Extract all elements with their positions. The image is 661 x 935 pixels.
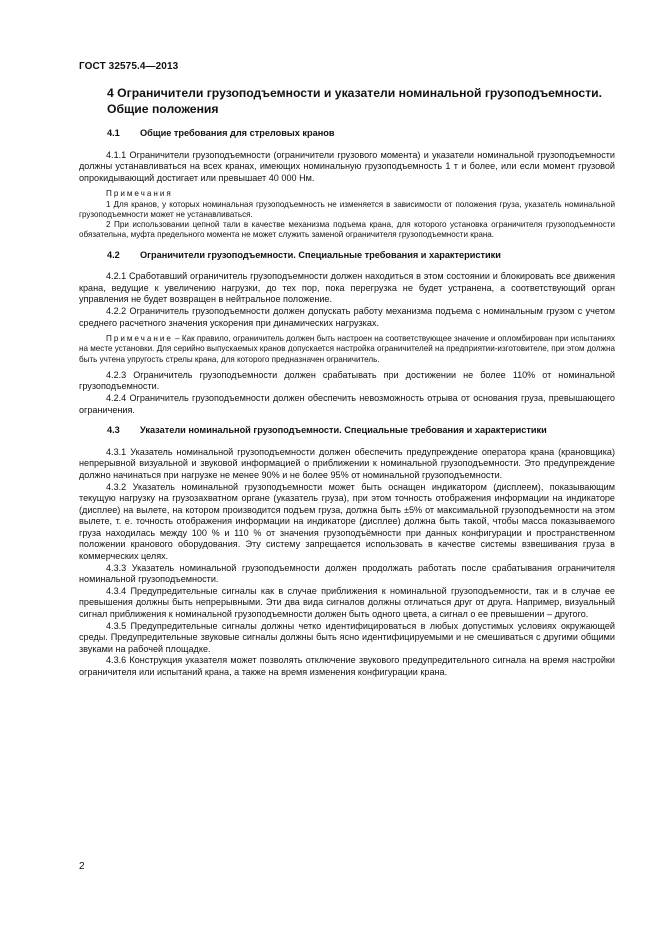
paragraph-4-2-3: 4.2.3 Ограничитель грузоподъемности должен срабатывать при достижении не более 110% от номинальной грузоподъемности.	[79, 369, 615, 392]
paragraph-4-1-1: 4.1.1 Ограничители грузоподъемности (ограничители грузового момента) и указатели номинальной грузоподъемности должны устанавливаться на всех кранах, имеющих номинальную грузоподъемность 1 т и более, или если момент грузовой опрокидывающий достигает или превышает 40 000 Нм.	[79, 149, 615, 183]
subsection-number: 4.2	[107, 249, 120, 260]
subsection-number: 4.1	[107, 128, 120, 138]
subsection-4-1-heading	[79, 128, 615, 140]
notes-label: Примечания	[106, 189, 173, 199]
paragraph-4-3-2: 4.3.2 Указатель номинальной грузоподъемности может быть оснащен индикатором (дисплеем), показывающим текущую нагрузку на грузозахватном органе (указатель груза), при этом точность отображения информации на индикаторе (дисплее) на вылете, на котором производится подъем груза, должна быть ±5% от максимальной грузоподъемности на этом вылете, т. е. точность отображения информации на индикаторе (дисплее) должна быть такой, чтобы масса показываемого груза находилась между 100 % и 110 % от значения грузоподъёмности при данных конфигурации и пространственном положении кранового оборудования. Эту систему запрещается использовать в качестве системы взвешивания груза в коммерческих целях.	[79, 481, 615, 562]
subsection-title: Общие требования для стреловых кранов	[140, 128, 335, 138]
paragraph-4-3-6: 4.3.6 Конструкция указателя может позволять отключение звукового предупредительного сигнала на время настройки ограничителя или испытаний крана, а также на время изменения конфигурации крана.	[79, 655, 615, 678]
paragraph-4-2-2: 4.2.2 Ограничитель грузоподъемности должен допускать работу механизма подъема с номинальным грузом с учетом среднего расчетного значения ускорения при динамических нагрузках.	[79, 305, 615, 328]
page-number: 2	[79, 861, 85, 872]
note-1: 1 Для кранов, у которых номинальная грузоподъемность не изменяется в зависимости от положения груза, указатель номинальной грузоподъемности может не устанавливаться.	[79, 199, 615, 219]
paragraph-4-3-5: 4.3.5 Предупредительные сигналы должны четко идентифицироваться в любых допустимых условиях окружающей среды. Предупредительные звуковые сигналы должны быть ясно идентифицируемыми и не смешиваться с другими общими звуками на рабочей площадке.	[79, 620, 615, 654]
paragraph-4-3-3: 4.3.3 Указатель номинальной грузоподъемности должен продолжать работать после срабатывания ограничителя номинальной грузоподъемности.	[79, 562, 615, 585]
subsection-4-3-heading	[79, 425, 615, 437]
paragraph-4-3-4: 4.3.4 Предупредительные сигналы как в случае приближения к номинальной грузоподъемности, так и в случае ее превышения должны быть непрерывными. Эти два вида сигналов должны отличаться друг от друга. Например, визуальный сигнал приближения к номинальной грузоподъемности должен быть одного цвета, а сигнал о ее превышении – другого.	[79, 585, 615, 620]
page-content	[79, 86, 615, 679]
subsection-number: 4.3	[107, 425, 120, 436]
paragraph-4-2-1: 4.2.1 Сработавший ограничитель грузоподъемности должен находиться в этом состоянии и блокировать все движения крана, ведущие к увеличению нагрузки, до тех пор, пока перегрузка не будет устранена, а соответствующий орган управления не будет возвращен в нейтральное положение.	[79, 271, 615, 305]
section-4-title: 4 Ограничители грузоподъемности и указатели номинальной грузоподъемности. Общие положения	[107, 86, 603, 116]
note-text: – Как правило, ограничитель должен быть настроен на соответствующее значение и опломбирован при испытаниях на месте установки. Для серийно выпускаемых кранов допускается настройка ограничителей на предприятии-изготовителе, при этом должна быть учтена упругость стрелы крана, для которого предназначен ограничитель.	[79, 334, 615, 364]
paragraph-4-2-4: 4.2.4 Ограничитель грузоподъемности должен обеспечить невозможность отрыва от основания груза, превышающего ограничения.	[79, 392, 615, 415]
note-2: 2 При использовании цепной тали в качестве механизма подъема крана, для которого установка ограничителя грузоподъемности обязательна, муфта предельного момента не может служить заменой ограничителя грузоподъемности крана.	[79, 220, 615, 240]
note-label: Примечание	[106, 334, 173, 344]
subsection-title: Ограничители грузоподъемности. Специальные требования и характеристики	[140, 249, 501, 260]
note-4-2	[79, 334, 615, 365]
subsection-title: Указатели номинальной грузоподъемности. Специальные требования и характеристики	[140, 425, 547, 436]
subsection-4-2-heading	[79, 250, 615, 262]
document-code-header: ГОСТ 32575.4—2013	[79, 61, 179, 72]
paragraph-4-3-1: 4.3.1 Указатель номинальной грузоподъемности должен обеспечить предупреждение оператора крана (крановщика) непрерывной визуальной и звуковой информацией о приближении к номинальной грузоподъемности. Это предупреждение должно начинаться при нагрузке не менее 90% и не более 95% от номинальной грузоподъемности.	[79, 446, 615, 480]
